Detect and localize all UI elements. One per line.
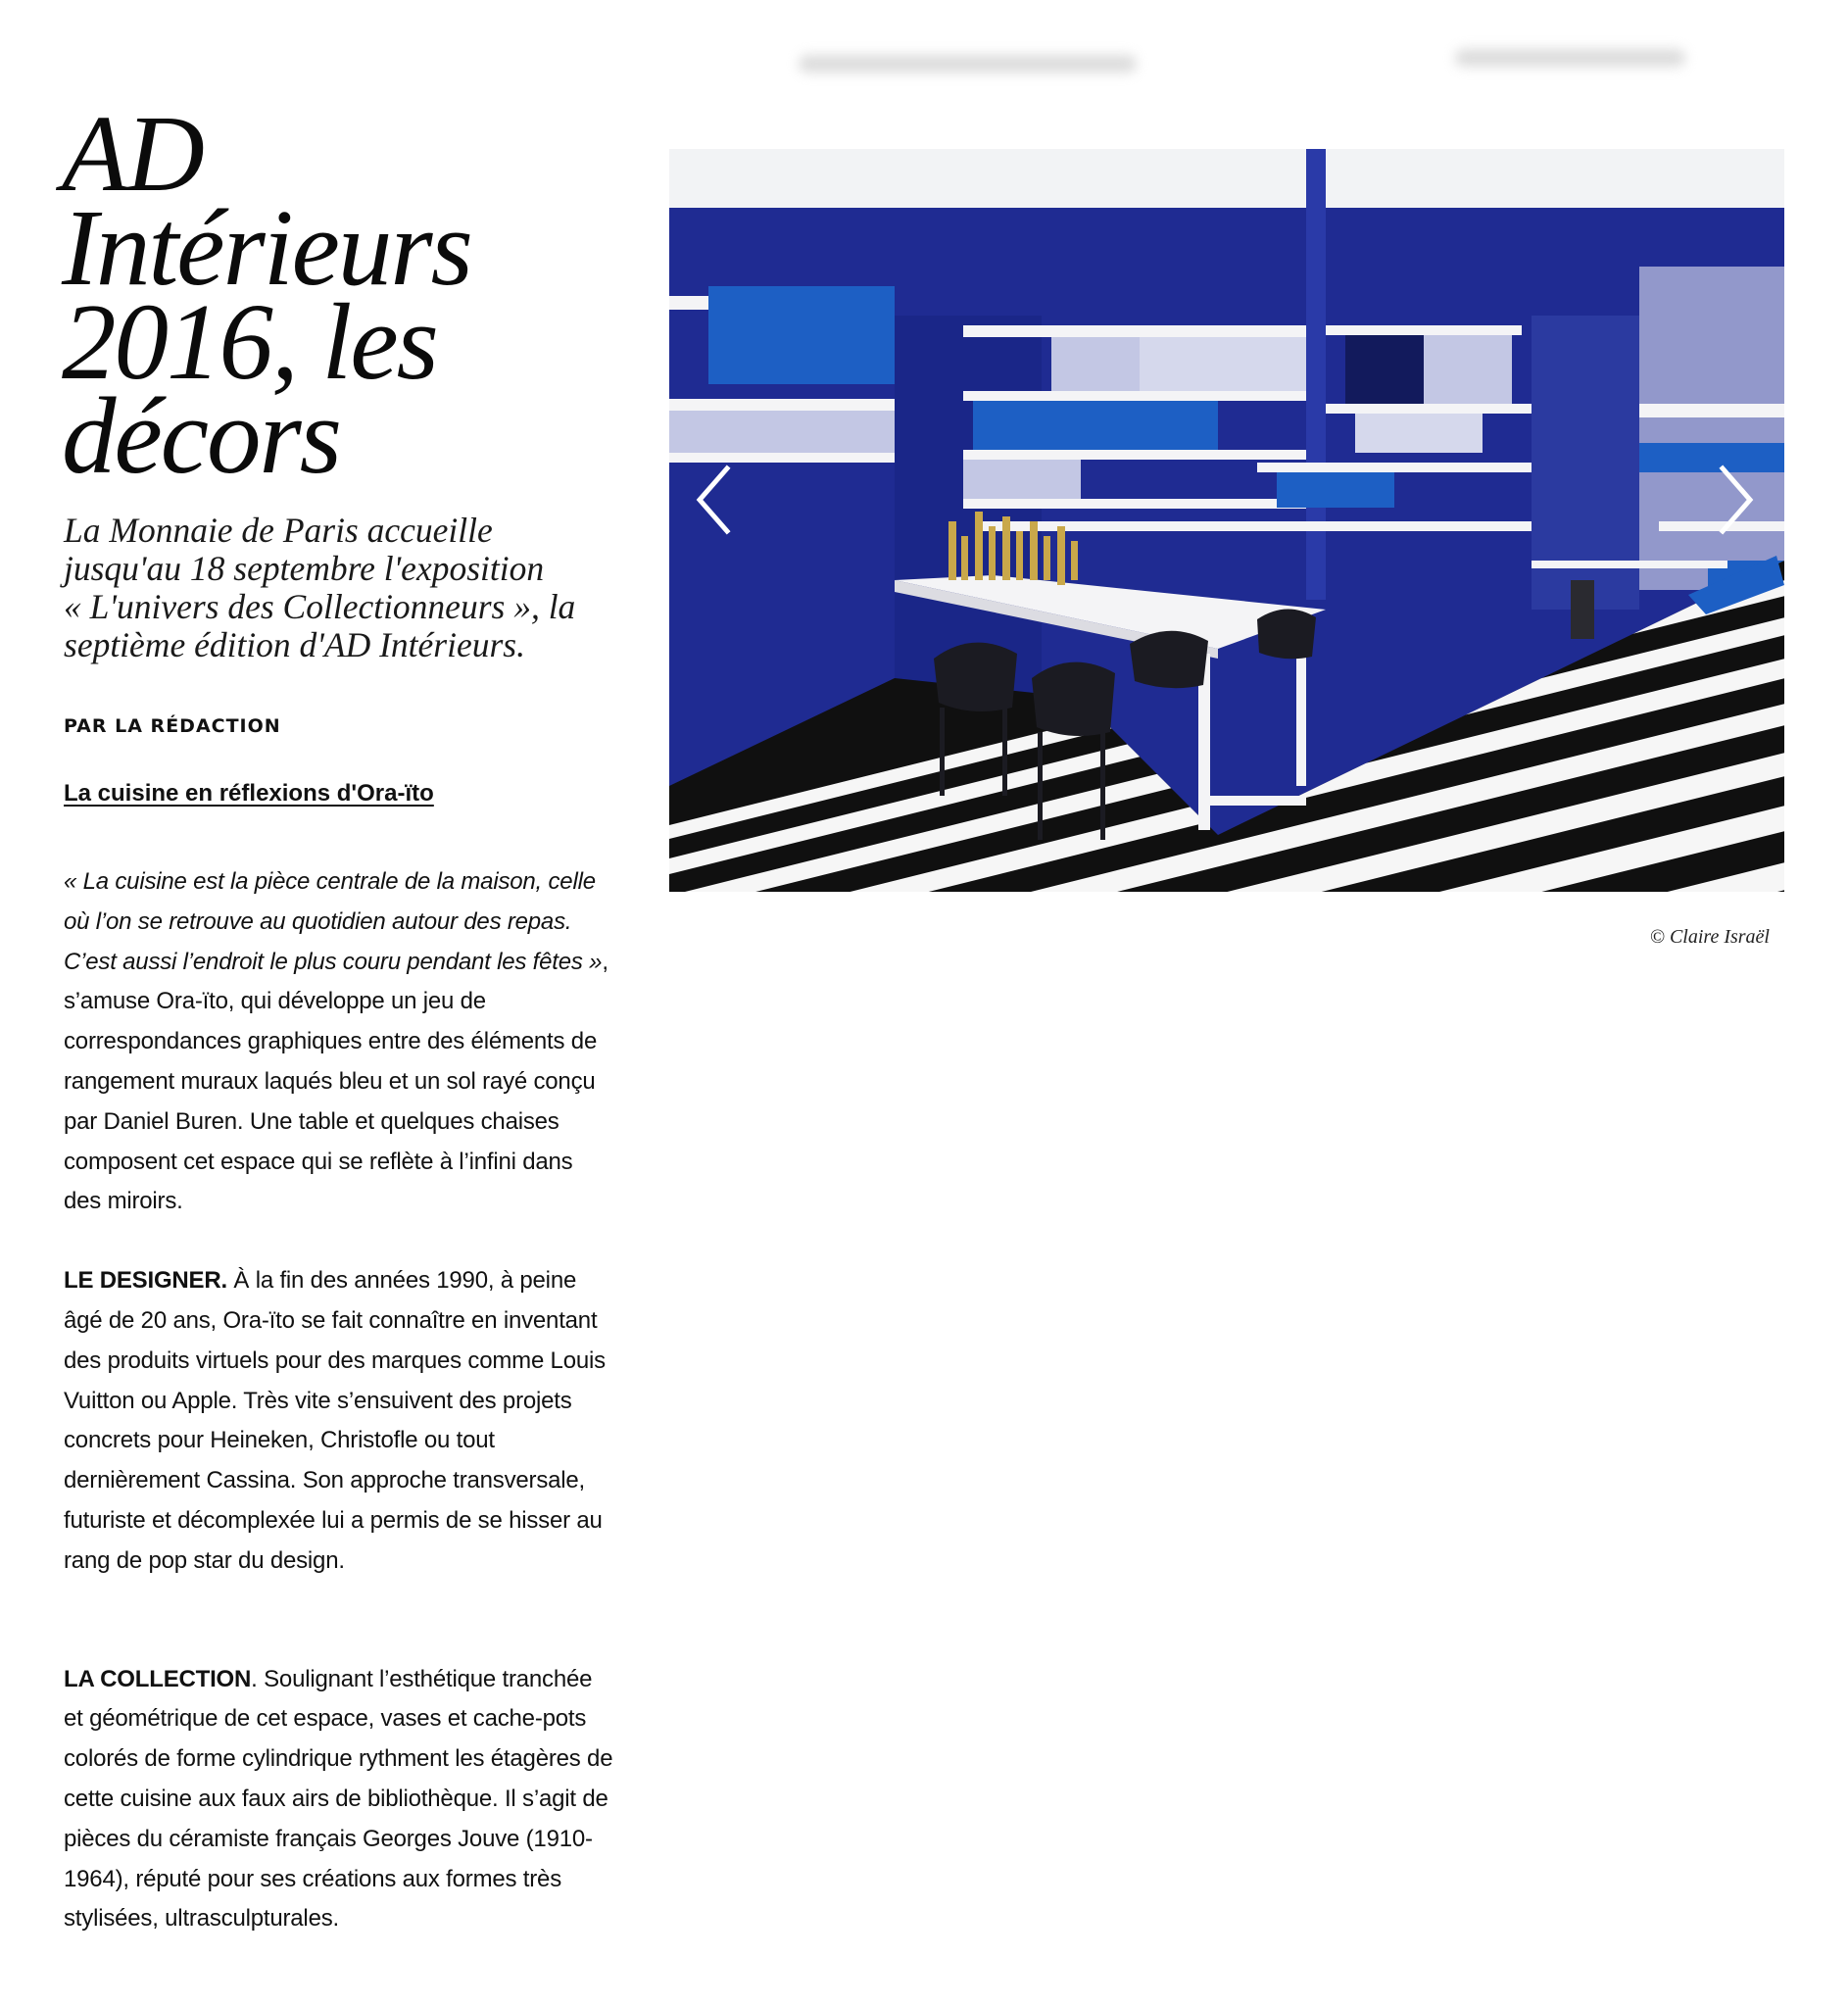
paragraph-line: des produits virtuels pour des marques comme Louis — [64, 1346, 606, 1374]
article-column — [62, 94, 640, 1939]
kitchen-photo-illustration — [669, 149, 1784, 892]
paragraph-line: cette cuisine aux faux airs de bibliothèque. Il s’agit de — [64, 1785, 608, 1812]
byline: PAR LA RÉDACTION — [64, 715, 281, 737]
paragraph-line: correspondances graphiques entre des éléments de — [64, 1028, 598, 1055]
dek-line: « L'univers des Collectionneurs », la — [64, 587, 576, 626]
paragraph-text: . Soulignant l’esthétique tranchée — [251, 1665, 593, 1692]
gallery-prev-button[interactable] — [686, 461, 745, 539]
chevron-right-icon — [1705, 461, 1764, 539]
paragraph-line: pièces du céramiste français Georges Jouve (1910- — [64, 1825, 593, 1852]
section-link[interactable]: La cuisine en réflexions d'Ora-ïto — [64, 780, 434, 807]
top-blur-mark — [1455, 49, 1685, 67]
paragraph-line — [64, 1660, 642, 1700]
paragraph-line: dernièrement Cassina. Son approche transversale, — [64, 1467, 586, 1494]
gallery-next-button[interactable] — [1705, 461, 1764, 539]
quote-line: « La cuisine est la pièce centrale de la maison, celle — [64, 868, 596, 895]
paragraph-line: 1964), réputé pour ses créations aux formes très — [64, 1865, 561, 1892]
paragraph-line: futuriste et décomplexée lui a permis de se hisser au — [64, 1506, 603, 1534]
top-blur-mark — [799, 55, 1137, 73]
paragraph-line: stylisées, ultrasculpturales. — [64, 1905, 339, 1933]
photo-credit: © Claire Israël — [1649, 926, 1770, 948]
paragraph-line: des miroirs. — [64, 1188, 183, 1215]
dek-line: La Monnaie de Paris accueille — [64, 511, 493, 550]
paragraph-line: âgé de 20 ans, Ora-ïto se fait connaître en inventant — [64, 1306, 598, 1334]
chevron-left-icon — [686, 461, 745, 539]
paragraph-text: À la fin des années 1990, à peine — [226, 1267, 577, 1295]
gallery-photo[interactable] — [669, 149, 1784, 892]
quote-line: où l’on se retrouve au quotidien autour des repas. — [64, 907, 572, 935]
paragraph-line: composent cet espace qui se reflète à l’infini dans — [64, 1148, 573, 1175]
title-line: AD — [62, 94, 203, 215]
paragraph-line: et géométrique de cet espace, vases et cache-pots — [64, 1705, 587, 1733]
quote-line: C’est aussi l’endroit le plus couru pendant les fêtes » — [64, 948, 603, 975]
title-line: Intérieurs — [62, 188, 471, 309]
paragraph-collection — [64, 1660, 642, 1940]
paragraph-lead: LA COLLECTION — [64, 1665, 252, 1692]
paragraph-line: Vuitton ou Apple. Très vite s’ensuivent des projets — [64, 1387, 572, 1414]
paragraph-designer — [64, 1261, 642, 1581]
paragraph-line — [64, 943, 642, 983]
title-line: 2016, les — [62, 282, 437, 403]
article-dek — [64, 512, 612, 664]
paragraph-line: colorés de forme cylindrique rythment les étagères de — [64, 1745, 613, 1773]
paragraph-line: par Daniel Buren. Une table et quelques chaises — [64, 1107, 559, 1135]
article-title — [62, 94, 640, 497]
paragraph-line: rangement muraux laqués bleu et un sol rayé conçu — [64, 1067, 596, 1095]
title-line: décors — [62, 376, 340, 497]
paragraph-line: rang de pop star du design. — [64, 1546, 345, 1574]
paragraph-line: s’amuse Ora-ïto, qui développe un jeu de — [64, 988, 486, 1015]
paragraph-lead: LE DESIGNER. — [64, 1267, 227, 1295]
quote-tail: , — [602, 948, 608, 975]
dek-line: septième édition d'AD Intérieurs. — [64, 625, 525, 664]
paragraph-line: concrets pour Heineken, Christofle ou tout — [64, 1427, 495, 1454]
paragraph-line — [64, 1261, 642, 1301]
paragraph-kitchen — [64, 862, 642, 1222]
dek-line: jusqu'au 18 septembre l'exposition — [64, 549, 545, 588]
